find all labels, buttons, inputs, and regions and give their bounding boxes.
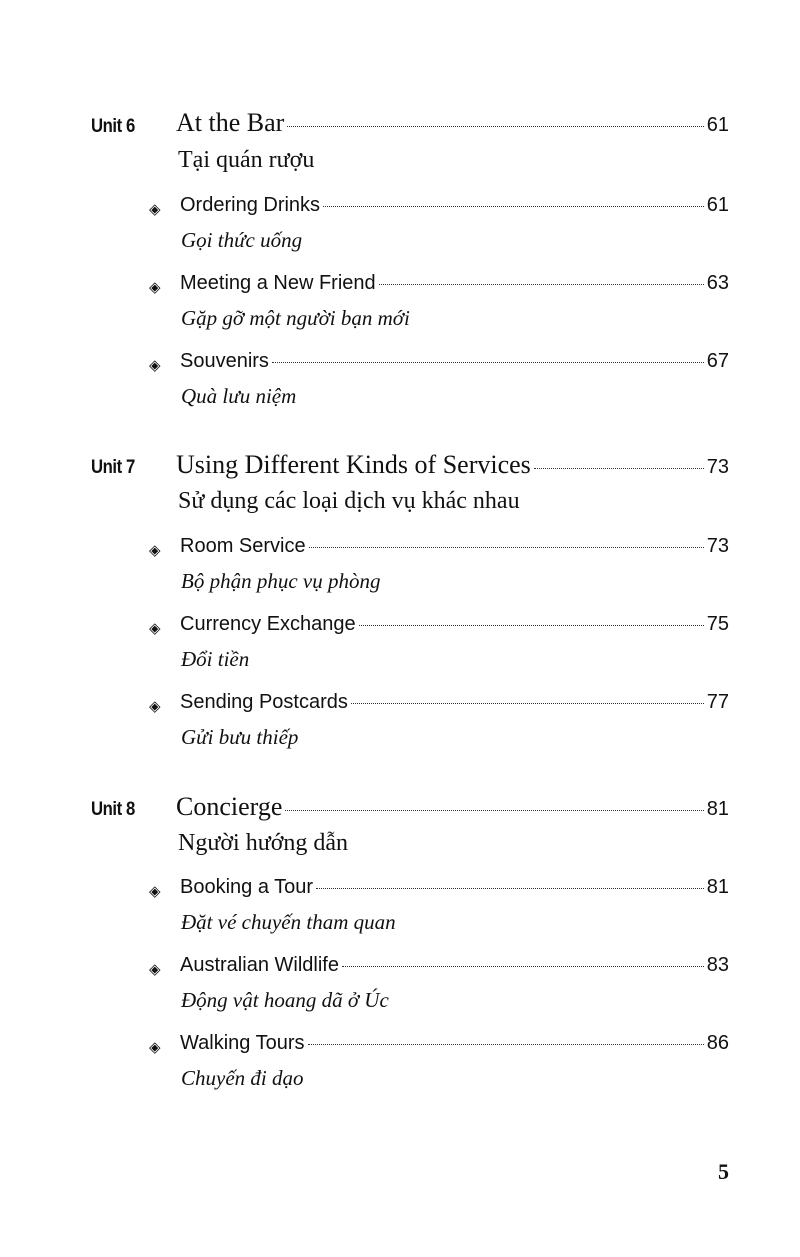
item-title: Australian Wildlife — [180, 954, 339, 976]
dot-leader — [534, 468, 704, 469]
dot-leader — [323, 206, 704, 207]
item-subtitle: Động vật hoang dã ở Úc — [181, 988, 389, 1012]
item-page-number: 77 — [706, 691, 729, 713]
item-title: Ordering Drinks — [180, 194, 321, 216]
unit-title: At the Bar — [176, 108, 285, 137]
dot-leader — [351, 703, 704, 704]
diamond-dot-icon: ◈ — [149, 278, 161, 296]
unit-title-line[interactable] — [176, 108, 729, 138]
unit-title-line[interactable] — [176, 450, 729, 480]
unit-title: Using Different Kinds of Services — [176, 450, 531, 479]
item-subtitle: Chuyến đi dạo — [181, 1066, 304, 1090]
item-title: Souvenirs — [180, 350, 269, 372]
item-subtitle: Gửi bưu thiếp — [181, 725, 299, 749]
dot-leader — [308, 1044, 704, 1045]
item-title: Currency Exchange — [180, 613, 356, 635]
dot-leader — [379, 284, 704, 285]
item-title: Walking Tours — [180, 1032, 305, 1054]
item-title: Sending Postcards — [180, 691, 348, 713]
item-title: Meeting a New Friend — [180, 272, 376, 294]
diamond-dot-icon: ◈ — [149, 697, 161, 715]
toc-item[interactable] — [180, 194, 729, 217]
diamond-dot-icon: ◈ — [149, 200, 161, 218]
dot-leader — [287, 126, 703, 127]
unit-page-number: 81 — [706, 798, 729, 820]
item-subtitle: Bộ phận phục vụ phòng — [181, 569, 381, 593]
item-page-number: 86 — [706, 1032, 729, 1054]
item-title: Booking a Tour — [180, 876, 314, 898]
unit-subtitle: Sử dụng các loại dịch vụ khác nhau — [178, 488, 520, 514]
item-page-number: 61 — [706, 194, 729, 216]
diamond-dot-icon: ◈ — [149, 356, 161, 374]
toc-item[interactable] — [180, 691, 729, 714]
toc-item[interactable] — [180, 613, 729, 636]
unit-label: Unit 6 — [91, 116, 135, 137]
item-page-number: 83 — [706, 954, 729, 976]
toc-item[interactable] — [180, 1032, 729, 1055]
diamond-dot-icon: ◈ — [149, 541, 161, 559]
item-page-number: 75 — [706, 613, 729, 635]
toc-item[interactable] — [180, 876, 729, 899]
unit-label: Unit 8 — [91, 799, 135, 820]
dot-leader — [342, 966, 704, 967]
diamond-dot-icon: ◈ — [149, 960, 161, 978]
unit-title-line[interactable] — [176, 792, 729, 822]
toc-item[interactable] — [180, 272, 729, 295]
page-number: 5 — [718, 1159, 729, 1184]
diamond-dot-icon: ◈ — [149, 882, 161, 900]
diamond-dot-icon: ◈ — [149, 1038, 161, 1056]
item-page-number: 73 — [706, 535, 729, 557]
dot-leader — [309, 547, 704, 548]
toc-item[interactable] — [180, 954, 729, 977]
item-page-number: 67 — [706, 350, 729, 372]
item-subtitle: Gặp gỡ một người bạn mới — [181, 306, 410, 330]
unit-subtitle: Người hướng dẫn — [178, 830, 349, 856]
dot-leader — [272, 362, 704, 363]
item-page-number: 81 — [706, 876, 729, 898]
item-subtitle: Quà lưu niệm — [181, 384, 297, 408]
unit-page-number: 61 — [706, 114, 729, 136]
item-subtitle: Gọi thức uống — [181, 228, 303, 252]
unit-label: Unit 7 — [91, 457, 135, 478]
item-title: Room Service — [180, 535, 306, 557]
item-subtitle: Đặt vé chuyến tham quan — [181, 910, 396, 934]
dot-leader — [285, 810, 703, 811]
unit-page-number: 73 — [706, 456, 729, 478]
dot-leader — [359, 625, 704, 626]
toc-item[interactable] — [180, 535, 729, 558]
unit-title: Concierge — [176, 792, 283, 821]
unit-subtitle: Tại quán rượu — [178, 147, 315, 173]
item-subtitle: Đổi tiền — [181, 647, 250, 671]
dot-leader — [316, 888, 704, 889]
item-page-number: 63 — [706, 272, 729, 294]
toc-item[interactable] — [180, 350, 729, 373]
diamond-dot-icon: ◈ — [149, 619, 161, 637]
